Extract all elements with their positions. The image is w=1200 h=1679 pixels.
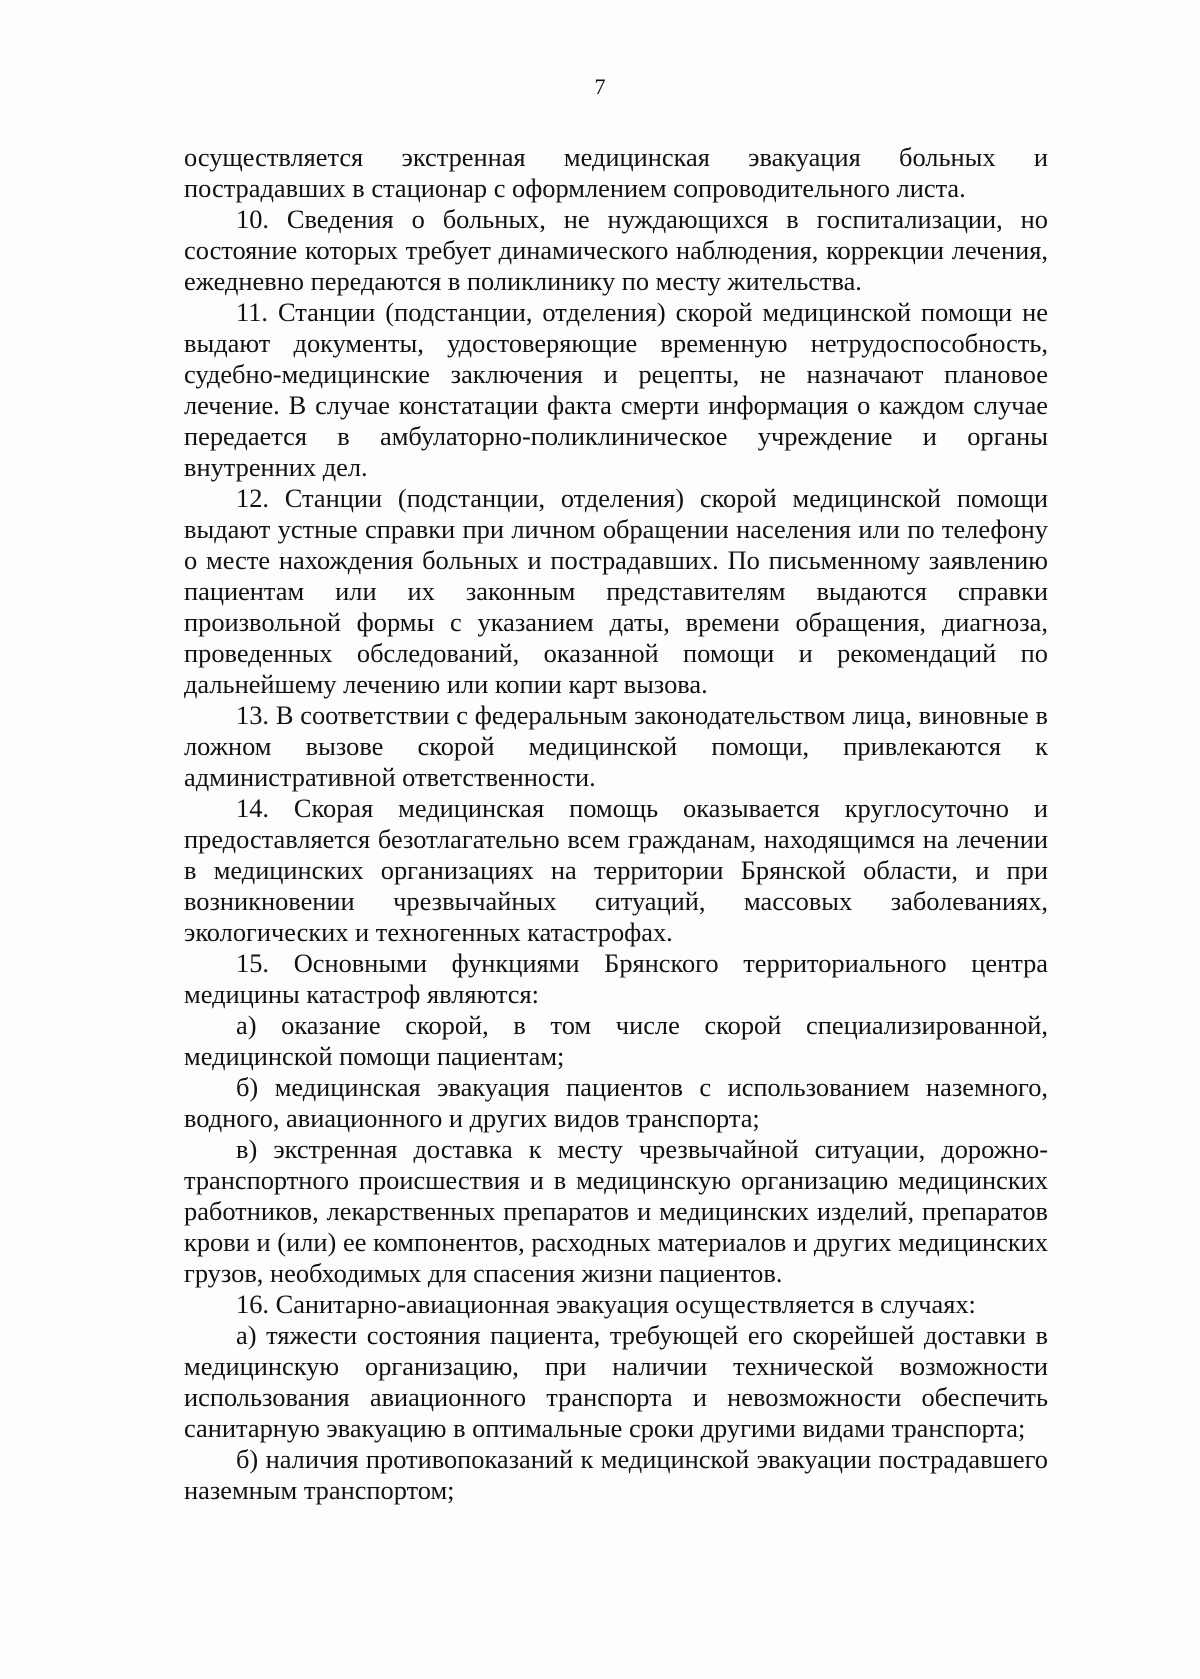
paragraph-14: 14. Скорая медицинская помощь оказывается круглосуточно и предоставляется безотлагательно всем гражданам, находящимся на лечении в медицинских организациях на территории Брянской области, и при возникновении чрезвычайных ситуаций, массовых заболеваниях, экологических и техногенных катастрофах.	[184, 793, 1048, 947]
paragraph-10: 10. Сведения о больных, не нуждающихся в госпитализации, но состояние которых требует динамического наблюдения, коррекции лечения, ежедневно передаются в поликлинику по месту жительства.	[184, 204, 1048, 296]
document-body	[184, 142, 1048, 1506]
paragraph-16-item-a: а) тяжести состояния пациента, требующей его скорейшей доставки в медицинскую организацию, при наличии технической возможности использования авиационного транспорта и невозможности обеспечить санитарную эвакуацию в оптимальные сроки другими видами транспорта;	[184, 1320, 1048, 1443]
paragraph-16-item-b: б) наличия противопоказаний к медицинской эвакуации пострадавшего наземным транспортом;	[184, 1444, 1048, 1505]
paragraph-11: 11. Станции (подстанции, отделения) скорой медицинской помощи не выдают документы, удостоверяющие временную нетрудоспособность, судебно-медицинские заключения и рецепты, не назначают плановое лечение. В случае констатации факта смерти информация о каждом случае передается в амбулаторно-поликлиническое учреждение и органы внутренних дел.	[184, 297, 1048, 482]
paragraph-12: 12. Станции (подстанции, отделения) скорой медицинской помощи выдают устные справки при личном обращении населения или по телефону о месте нахождения больных и пострадавших. По письменному заявлению пациентам или их законным представителям выдаются справки произвольной формы с указанием даты, времени обращения, диагноза, проведенных обследований, оказанной помощи и рекомендаций по дальнейшему лечению или копии карт вызова.	[184, 483, 1048, 699]
paragraph-15-item-b: б) медицинская эвакуация пациентов с использованием наземного, водного, авиационного и других видов транспорта;	[184, 1072, 1048, 1133]
paragraph-16: 16. Санитарно-авиационная эвакуация осуществляется в случаях:	[236, 1289, 976, 1319]
paragraph-15-item-c: в) экстренная доставка к месту чрезвычайной ситуации, дорожно-транспортного происшествия и в медицинскую организацию медицинских работников, лекарственных препаратов и медицинских изделий, препаратов крови и (или) ее компонентов, расходных материалов и других медицинских грузов, необходимых для спасения жизни пациентов.	[184, 1134, 1048, 1288]
paragraph-continuation: осуществляется экстренная медицинская эвакуация больных и пострадавших в стационар с оформлением сопроводительного листа.	[184, 142, 1048, 203]
paragraph-13: 13. В соответствии с федеральным законодательством лица, виновные в ложном вызове скорой медицинской помощи, привлекаются к административной ответственности.	[184, 700, 1048, 792]
page-number: 7	[594, 74, 606, 99]
paragraph-15: 15. Основными функциями Брянского территориального центра медицины катастроф являются:	[184, 948, 1048, 1009]
paragraph-15-item-a: а) оказание скорой, в том числе скорой специализированной, медицинской помощи пациентам;	[184, 1010, 1048, 1071]
